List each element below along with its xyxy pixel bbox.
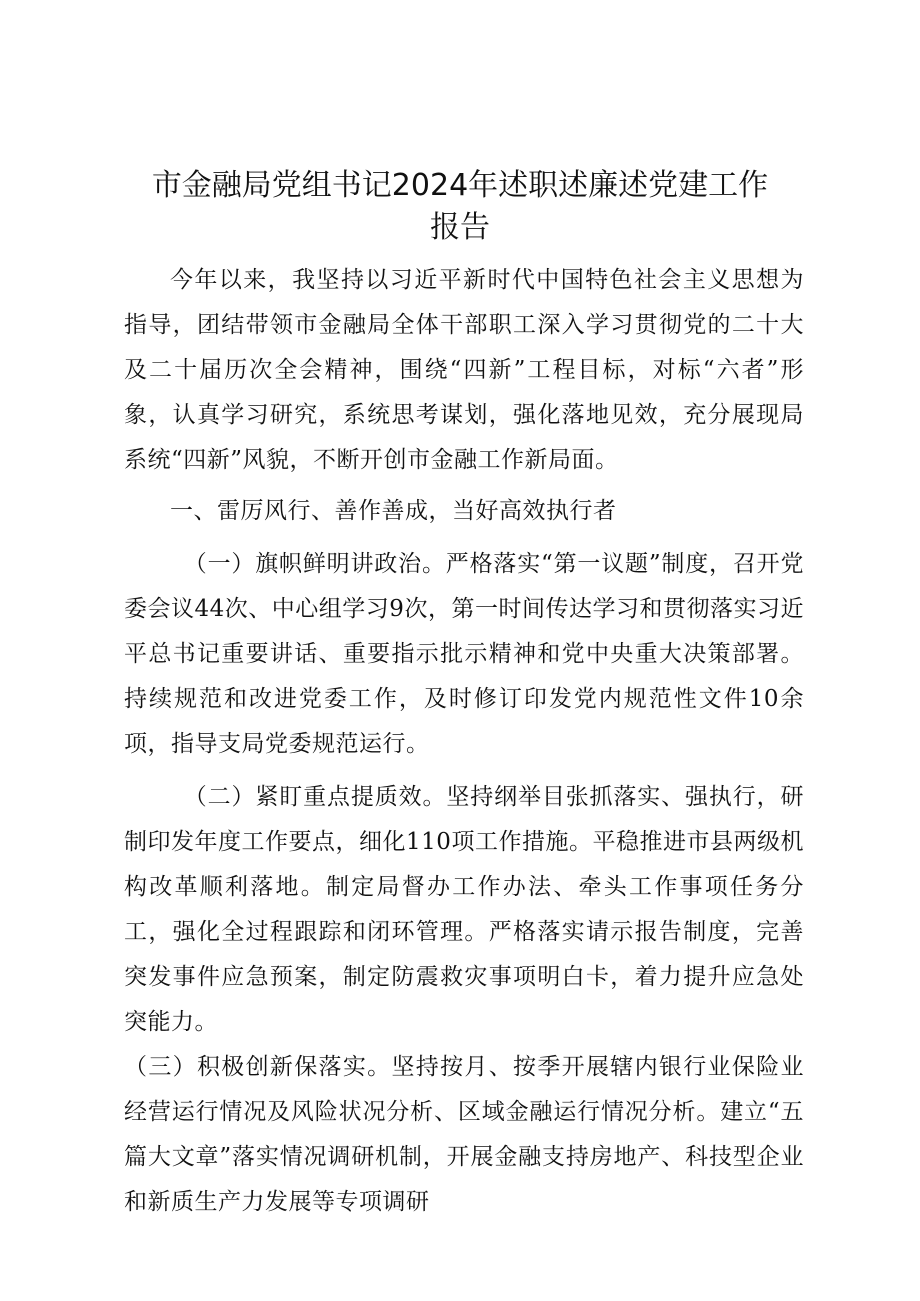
document-body [124, 258, 804, 1225]
paragraph-item-3: （三）积极创新保落实。坚持按月、按季开展辖内银行业保险业经营运行情况及风险状况分析、区域金融运行情况分析。建立“五篇大文章”落实情况调研机制，开展金融支持房地产、科技型企业和新质生产力发展等专项调研 [124, 1054, 804, 1215]
paragraph-item-2: （二）紧盯重点提质效。坚持纲举目张抓落实、强执行，研制印发年度工作要点，细化110项工作措施。平稳推进市县两级机构改革顺利落地。制定局督办工作办法、牵头工作事项任务分工，强化全过程跟踪和闭环管理。严格落实请示报告制度，完善突发事件应急预案，制定防震救灾事项明白卡，着力提升应急处突能力。 [124, 784, 804, 1035]
paragraph-item-1: （一）旗帜鲜明讲政治。严格落实“第一议题”制度，召开党委会议44次、中心组学习9次，第一时间传达学习和贯彻落实习近平总书记重要讲话、重要指示批示精神和党中央重大决策部署。持续规范和改进党委工作，及时修订印发党内规范性文件10余项，指导支局党委规范运行。 [124, 551, 804, 757]
document-title-line-1: 市金融局党组书记2024年述职述廉述党建工作 [151, 168, 769, 203]
document-title-line-2: 报告 [430, 210, 490, 245]
section-heading-1: 一、雷厉风行、善作善成，当好高效执行者 [170, 498, 617, 524]
paragraph-intro: 今年以来，我坚持以习近平新时代中国特色社会主义思想为指导，团结带领市金融局全体干部职工深入学习贯彻党的二十大及二十届历次全会精神，围绕“四新”工程目标，对标“六者”形象，认真学习研究，系统思考谋划，强化落地见效，充分展现局系统“四新”风貌，不断开创市金融工作新局面。 [124, 267, 804, 473]
